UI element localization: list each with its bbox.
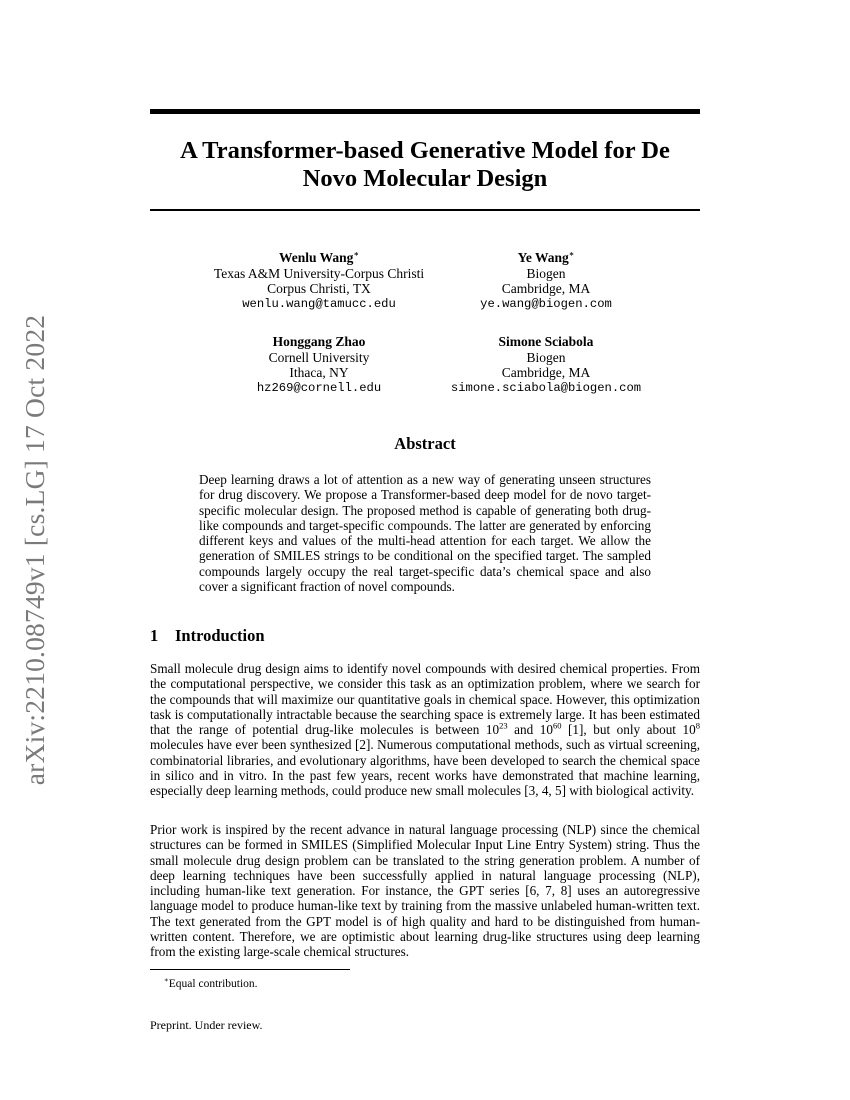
equal-contribution-mark: ∗ <box>568 249 575 259</box>
section-heading <box>150 626 700 646</box>
footnote <box>164 973 258 991</box>
title-bottom-rule <box>150 209 700 211</box>
footnote-mark: ∗ <box>164 976 169 984</box>
author-email[interactable]: wenlu.wang@tamucc.edu <box>242 296 396 311</box>
author-email[interactable]: hz269@cornell.edu <box>256 380 382 395</box>
author-location: Cambridge, MA <box>501 365 591 380</box>
preprint-notice: Preprint. Under review. <box>150 1018 263 1032</box>
title-top-rule <box>150 109 700 114</box>
abstract-text: Deep learning draws a lot of attention as a new way of generating unseen structures for drug discovery. We propose a Transformer-based deep model for de novo target-specific molecular design. The proposed method is capable of generating both drug-like compounds and target-specific compounds. The latter are generated by enforcing different keys and values of the multi-head attention for each target. We allow the generation of SMILES strings to be conditional on the specified target. The sampled compounds largely occupy the real target-specific data’s chemical space and also cover a significant fraction of novel compounds. <box>199 472 651 595</box>
author-location: Corpus Christi, TX <box>267 281 371 296</box>
author-affiliation: Texas A&M University-Corpus Christi <box>213 265 425 281</box>
footnote-rule <box>150 969 350 970</box>
author-name: Honggang Zhao <box>272 334 366 349</box>
footnote-text: Equal contribution. <box>168 977 258 990</box>
author-name: Ye Wang∗ <box>517 249 575 265</box>
author-name: Wenlu Wang∗ <box>279 249 359 265</box>
equal-contribution-mark: ∗ <box>353 249 359 259</box>
author-name: Simone Sciabola <box>498 334 594 349</box>
author-email[interactable]: ye.wang@biogen.com <box>480 296 612 311</box>
author-block <box>411 250 681 312</box>
abstract-heading: Abstract <box>394 434 456 453</box>
paper-title: A Transformer-based Generative Model for De Novo Molecular Design <box>180 137 670 192</box>
arxiv-identifier-stamp: arXiv:2210.08749v1 [cs.LG] 17 Oct 2022 <box>19 314 50 786</box>
introduction-paragraph: Prior work is inspired by the recent advance in natural language processing (NLP) since the chemical structures can be formed in SMILES (Simplified Molecular Input Line Entry System) string. Thus the small molecule drug design problem can be translated to the string generation problem. A number of deep learning techniques have been successfully applied in natural language processing (NLP), including human-like text generation. For instance, the GPT series [6, 7, 8] uses an autoregressive language model to produce human-like text by training from the massive unlabeled human-written text. The text generated from the GPT model is of high quality and hard to be distinguished from human-written content. Therefore, we are optimistic about learning drug-like structures using deep learning from the existing large-scale chemical structures. <box>150 822 700 960</box>
author-affiliation: Cornell University <box>268 349 370 365</box>
section-number: 1 <box>150 626 159 645</box>
author-affiliation: Biogen <box>526 265 566 281</box>
author-location: Ithaca, NY <box>289 365 349 380</box>
section-title: Introduction <box>175 626 265 645</box>
author-location: Cambridge, MA <box>501 281 591 296</box>
introduction-paragraph: Small molecule drug design aims to identify novel compounds with desired chemical properties. From the computational perspective, we consider this task as an optimization problem, where we search for the compounds that will maximize our quantitative goals in chemical space. However, this optimization task is computationally intractable because the searching space is extremely large. It has been estimated that the range of potential drug-like molecules is between $10^{23}$ and $10^{60}$ [1], but only about $10^8$ molecules have ever been synthesized [2]. Numerous computational methods, such as virtual screening, combinatorial libraries, and evolutionary algorithms, have been developed to search the chemical space in silico and in vitro. In the past few years, recent works have demonstrated that machine learning, especially deep learning methods, could produce new small molecules [3, 4, 5] with biological activity. <box>150 661 700 799</box>
author-email[interactable]: simone.sciabola@biogen.com <box>450 380 642 395</box>
author-block <box>411 334 681 396</box>
author-affiliation: Biogen <box>526 349 566 365</box>
